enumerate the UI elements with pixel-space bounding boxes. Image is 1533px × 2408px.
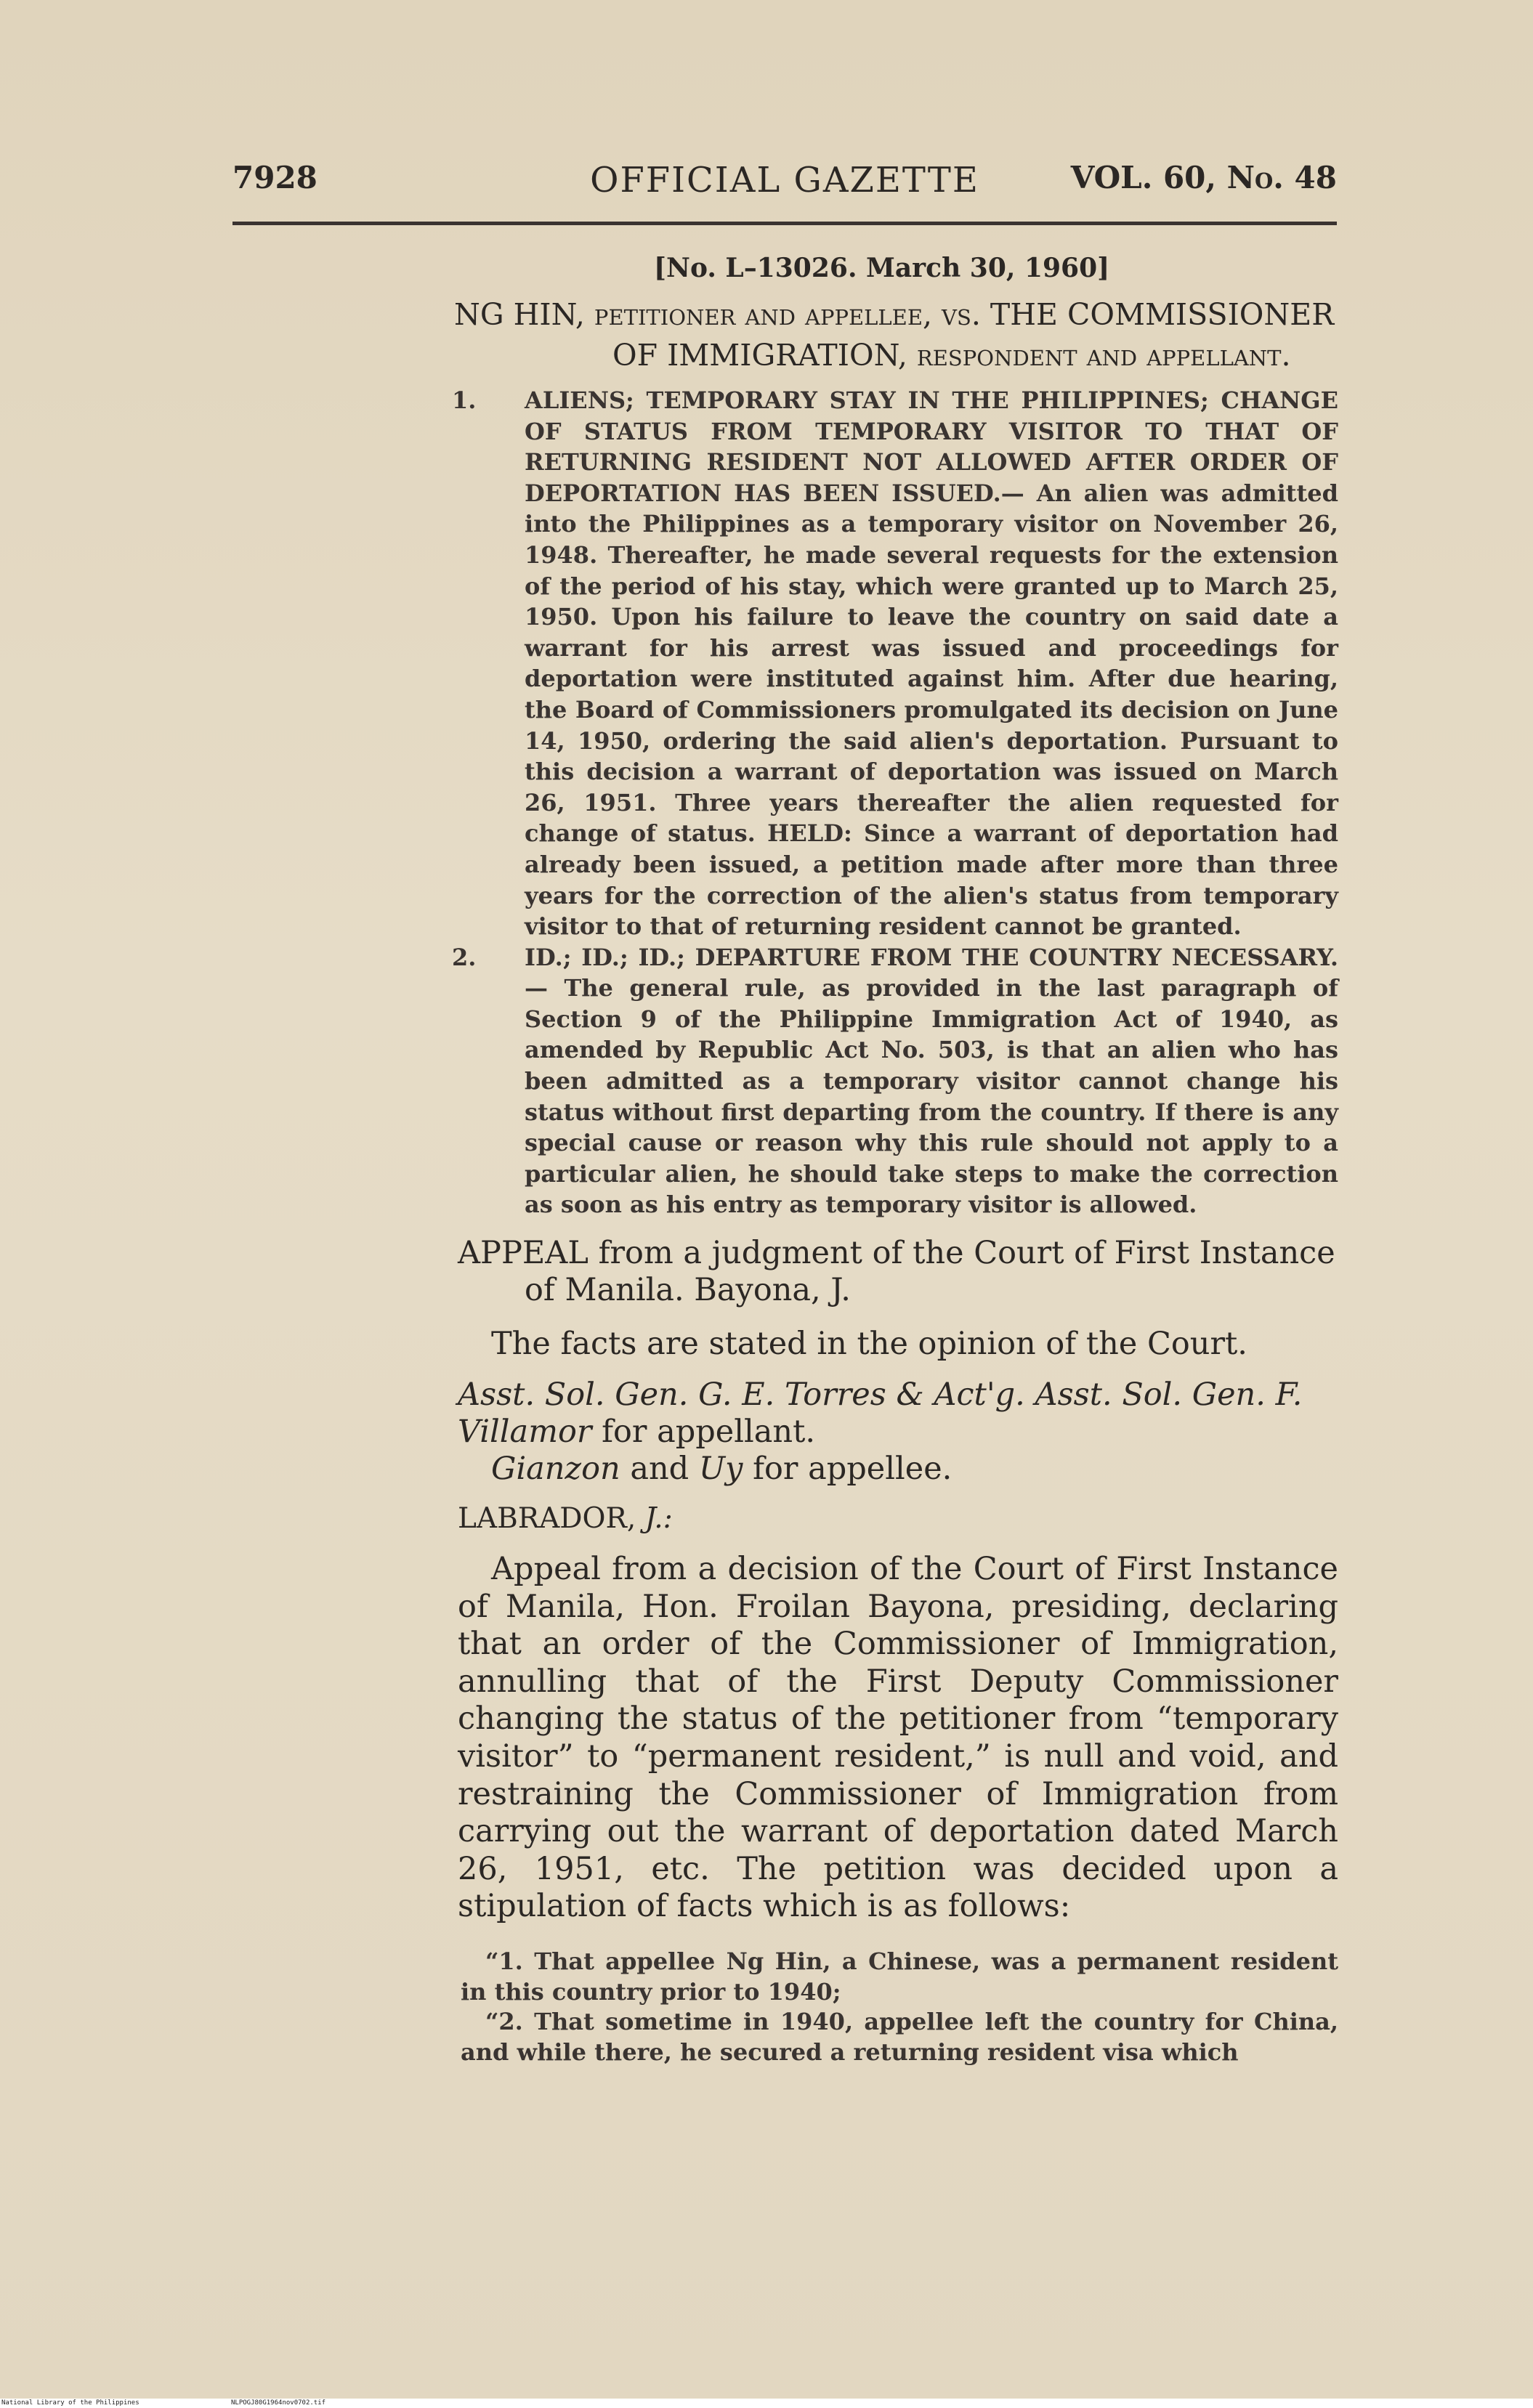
stipulation-2 <box>461 2007 1338 2067</box>
stipulation-1 <box>461 1947 1338 2007</box>
appellee-counsel-1: Gianzon <box>491 1451 620 1487</box>
judge-title: J.: <box>636 1502 673 1535</box>
stipulation-text: “2. That sometime in 1940, appellee left the country for China, and while there, he secured a returning resident visa which <box>461 2008 1338 2066</box>
appellant-role: for appellant. <box>591 1414 816 1450</box>
page-header <box>232 160 1337 211</box>
page-number: 7928 <box>232 160 317 195</box>
opinion-paragraph <box>458 1551 1338 1926</box>
scan-footer <box>0 2399 1533 2408</box>
held-text: Since a warrant of deportation had already been issued, a petition made after more than three years for the correction of the alien's status from temporary visitor to that of returning resident cannot be granted. <box>525 819 1339 941</box>
judge-name: LABRADOR, <box>458 1502 636 1535</box>
appeal-line <box>458 1235 1338 1309</box>
syllabus <box>452 385 1338 1220</box>
syllabus-text: The general rule, as provided in the last paragraph of Section 9 of the Philippine Immigration Act of 1940, as amended by Republic Act No. 503, is that an alien who has been admitted as a temporary visitor cannot change his status without first departing from the country. If there is any special cause or reason why this rule should not apply to a particular alien, he should take steps to make the correction as soon as his entry as temporary visitor is allowed. <box>525 974 1339 1219</box>
appeal-line-2: of Manila. Bayona, J. <box>525 1272 851 1308</box>
facts-statement: The facts are stated in the opinion of the Court. <box>491 1326 1247 1362</box>
syllabus-item-1 <box>452 385 1338 942</box>
appellee-role: for appellee. <box>743 1451 952 1487</box>
syllabus-headnote: ALIENS; TEMPORARY STAY IN THE PHILIPPINES; CHANGE OF STATUS FROM TEMPORARY VISITOR TO THAT OF RETURNING RESIDENT NOT ALLOWED AFTER ORDER OF DEPORTATION HAS BEEN ISSUED.— <box>525 386 1338 507</box>
syllabus-text: An alien was admitted into the Philippines as a temporary visitor on November 26, 1948. Thereafter, he made several requests for the extension of the period of his stay, which were granted up to March 25, 1950. Upon his failure to leave the country on said date a warrant for his arrest was issued and proceedings for deportation were instituted against him. After due hearing, the Board of Commissioners promulgated its decision on June 14, 1950, ordering the said alien's deportation. Pursuant to this decision a warrant of deportation was issued on March 26, 1951. Three years thereafter the alien requested for change of status. <box>525 479 1339 848</box>
appeal-line-1: APPEAL from a judgment of the Court of First Instance <box>458 1235 1335 1271</box>
syllabus-number: 1. <box>452 386 477 414</box>
appellant-counsel: Asst. Sol. Gen. G. E. Torres & Act'g. Asst. Sol. Gen. F. Villamor <box>458 1377 1303 1450</box>
parties-line-1: NG HIN, petitioner and appellee, vs. THE COMMISSIONER <box>454 297 1335 332</box>
appellee-counsel-line <box>458 1451 1338 1488</box>
syllabus-headnote: ID.; ID.; ID.; DEPARTURE FROM THE COUNTRY NECESSARY.— <box>525 943 1338 1002</box>
syllabus-item-2 <box>452 942 1338 1220</box>
journal-title: OFFICIAL GAZETTE <box>590 160 979 200</box>
appellee-counsel-2: Uy <box>698 1451 743 1487</box>
counsel <box>458 1377 1338 1488</box>
stipulation-text: “1. That appellee Ng Hin, a Chinese, was a permanent resident in this country prior to 1940; <box>461 1947 1338 2006</box>
footer-library: National Library of the Philippines <box>1 2399 139 2407</box>
header-rule <box>232 222 1337 225</box>
appellee-and: and <box>620 1451 699 1487</box>
volume-number: VOL. 60, No. 48 <box>1070 160 1337 195</box>
case-parties <box>454 294 1337 376</box>
syllabus-number: 2. <box>452 943 477 971</box>
held-label: HELD: <box>767 819 852 848</box>
footer-file: NLPOGJ80G1964nov0702.tif <box>231 2399 326 2407</box>
ponente <box>458 1500 1338 1537</box>
case-number: [No. L–13026. March 30, 1960] <box>654 253 1110 283</box>
parties-line-2: OF IMMIGRATION, respondent and appellant. <box>612 338 1291 373</box>
opinion-text: Appeal from a decision of the Court of First Instance of Manila, Hon. Froilan Bayona, presiding, declaring that an order of the Commissioner of Immigration, annulling that of the First Deputy Commissioner changing the status of the petitioner from “temporary visitor” to “permanent resident,” is null and void, and restraining the Commissioner of Immigration from carrying out the warrant of deportation dated March 26, 1951, etc. The petition was decided upon a stipulation of facts which is as follows: <box>458 1551 1338 1925</box>
